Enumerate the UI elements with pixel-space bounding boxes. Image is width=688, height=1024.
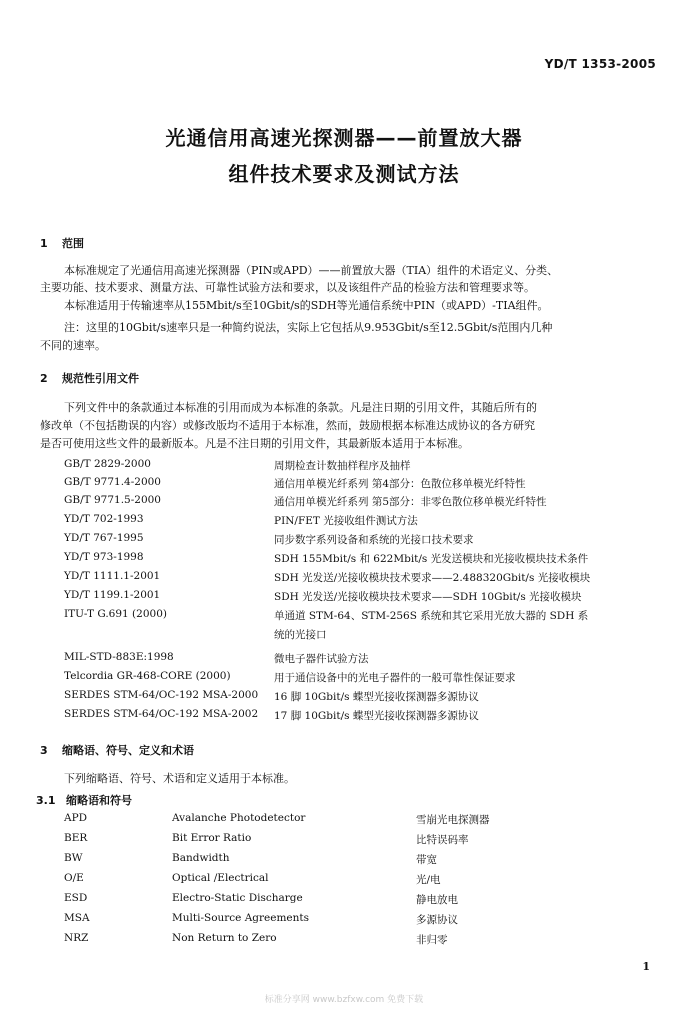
section-2-heading bbox=[40, 370, 139, 386]
abbreviation: BER bbox=[64, 832, 88, 844]
abbreviation: ESD bbox=[64, 892, 88, 904]
reference-code: YD/T 1111.1-2001 bbox=[64, 570, 161, 582]
abbreviation: BW bbox=[64, 852, 83, 864]
section-1-heading bbox=[40, 235, 84, 251]
reference-title: 同步数字系列设备和系统的光接口技术要求 bbox=[274, 534, 474, 546]
document-title-line-2: 组件技术要求及测试方法 bbox=[228, 162, 460, 186]
abbreviation-english: Avalanche Photodetector bbox=[172, 812, 306, 824]
reference-title: SDH 155Mbit/s 和 622Mbit/s 光发送模块和光接收模块技术条件 bbox=[274, 553, 589, 565]
reference-title: 微电子器件试验方法 bbox=[274, 653, 369, 665]
abbreviation-english: Electro-Static Discharge bbox=[172, 892, 303, 904]
standard-code: YD/T 1353-2005 bbox=[544, 57, 656, 71]
abbreviation-english: Optical /Electrical bbox=[172, 872, 269, 884]
section-2-para-line: 是否可使用这些文件的最新版本。凡是不注日期的引用文件，其最新版本适用于本标准。 bbox=[40, 437, 469, 450]
section-2-number: 2 bbox=[40, 372, 48, 385]
reference-title: PIN/FET 光接收组件测试方法 bbox=[274, 515, 418, 527]
abbreviation-english: Bit Error Ratio bbox=[172, 832, 252, 844]
reference-code: GB/T 9771.4-2000 bbox=[64, 476, 161, 488]
abbreviation-chinese: 雪崩光电探测器 bbox=[416, 814, 490, 826]
reference-title-continued: 统的光接口 bbox=[274, 629, 327, 641]
abbreviation: MSA bbox=[64, 912, 90, 924]
reference-code: YD/T 973-1998 bbox=[64, 551, 144, 563]
reference-code: YD/T 767-1995 bbox=[64, 532, 144, 544]
reference-title: 周期检查计数抽样程序及抽样 bbox=[274, 460, 411, 472]
reference-title: 单通道 STM-64、STM-256S 系统和其它采用光放大器的 SDH 系 bbox=[274, 610, 589, 622]
section-3-title: 缩略语、符号、定义和术语 bbox=[62, 744, 194, 757]
document-title-line-1: 光通信用高速光探测器——前置放大器 bbox=[165, 126, 523, 150]
abbreviation-chinese: 静电放电 bbox=[416, 894, 458, 906]
section-3-para: 下列缩略语、符号、术语和定义适用于本标准。 bbox=[64, 772, 295, 785]
reference-code: SERDES STM-64/OC-192 MSA-2000 bbox=[64, 689, 259, 701]
section-3-number: 3 bbox=[40, 744, 48, 757]
reference-title: 17 脚 10Gbit/s 蝶型光接收探测器多源协议 bbox=[274, 710, 479, 722]
reference-code: Telcordia GR-468-CORE (2000) bbox=[64, 670, 231, 682]
section-1-number: 1 bbox=[40, 237, 48, 250]
reference-title: 16 脚 10Gbit/s 蝶型光接收探测器多源协议 bbox=[274, 691, 479, 703]
section-2-para-line: 下列文件中的条款通过本标准的引用而成为本标准的条款。凡是注日期的引用文件，其随后所有的 bbox=[64, 401, 537, 414]
reference-title: 通信用单模光纤系列 第5部分：非零色散位移单模光纤特性 bbox=[274, 496, 547, 508]
reference-code: ITU-T G.691 (2000) bbox=[64, 608, 167, 620]
reference-title: SDH 光发送/光接收模块技术要求——2.488320Gbit/s 光接收模块 bbox=[274, 572, 591, 584]
abbreviation-chinese: 光/电 bbox=[416, 874, 441, 886]
reference-code: MIL-STD-883E:1998 bbox=[64, 651, 174, 663]
page-number: 1 bbox=[642, 960, 650, 973]
section-1-para-line: 主要功能、技术要求、测量方法、可靠性试验方法和要求，以及该组件产品的检验方法和管理要求等。 bbox=[40, 281, 535, 294]
abbreviation: O/E bbox=[64, 872, 84, 884]
abbreviation-chinese: 多源协议 bbox=[416, 914, 458, 926]
abbreviation: NRZ bbox=[64, 932, 89, 944]
subsection-3-1-number: 3.1 bbox=[36, 794, 56, 807]
abbreviation-chinese: 带宽 bbox=[416, 854, 437, 866]
section-1-title: 范围 bbox=[62, 237, 84, 250]
reference-title: 用于通信设备中的光电子器件的一般可靠性保证要求 bbox=[274, 672, 516, 684]
abbreviation-english: Bandwidth bbox=[172, 852, 230, 864]
reference-code: YD/T 1199.1-2001 bbox=[64, 589, 161, 601]
section-1-note-line: 注：这里的10Gbit/s速率只是一种简约说法，实际上它包括从9.953Gbit/s至12.5Gbit/s范围内几种 bbox=[64, 321, 553, 334]
subsection-3-1-heading bbox=[36, 792, 132, 808]
abbreviation-chinese: 比特误码率 bbox=[416, 834, 469, 846]
watermark-text: 标准分享网 www.bzfxw.com 免费下载 bbox=[264, 995, 424, 1005]
reference-code: YD/T 702-1993 bbox=[64, 513, 144, 525]
abbreviation: APD bbox=[64, 812, 88, 824]
subsection-3-1-title: 缩略语和符号 bbox=[66, 794, 132, 807]
section-1-para-line: 本标准规定了光通信用高速光探测器（PIN或APD）——前置放大器（TIA）组件的术语定义、分类、 bbox=[64, 264, 559, 277]
abbreviation-english: Multi-Source Agreements bbox=[172, 912, 310, 924]
abbreviation-english: Non Return to Zero bbox=[172, 932, 277, 944]
section-2-para-line: 修改单（不包括勘误的内容）或修改版均不适用于本标准，然而，鼓励根据本标准达成协议的各方研究 bbox=[40, 419, 535, 432]
section-3-heading bbox=[40, 742, 194, 758]
reference-code: SERDES STM-64/OC-192 MSA-2002 bbox=[64, 708, 259, 720]
section-1-para-line: 本标准适用于传输速率从155Mbit/s至10Gbit/s的SDH等光通信系统中PIN（或APD）-TIA组件。 bbox=[64, 299, 549, 312]
section-1-note-line: 不同的速率。 bbox=[40, 339, 106, 352]
reference-title: SDH 光发送/光接收模块技术要求——SDH 10Gbit/s 光接收模块 bbox=[274, 591, 582, 603]
abbreviation-chinese: 非归零 bbox=[416, 934, 448, 946]
reference-code: GB/T 2829-2000 bbox=[64, 458, 151, 470]
section-2-title: 规范性引用文件 bbox=[62, 372, 139, 385]
reference-title: 通信用单模光纤系列 第4部分：色散位移单模光纤特性 bbox=[274, 478, 526, 490]
reference-code: GB/T 9771.5-2000 bbox=[64, 494, 161, 506]
